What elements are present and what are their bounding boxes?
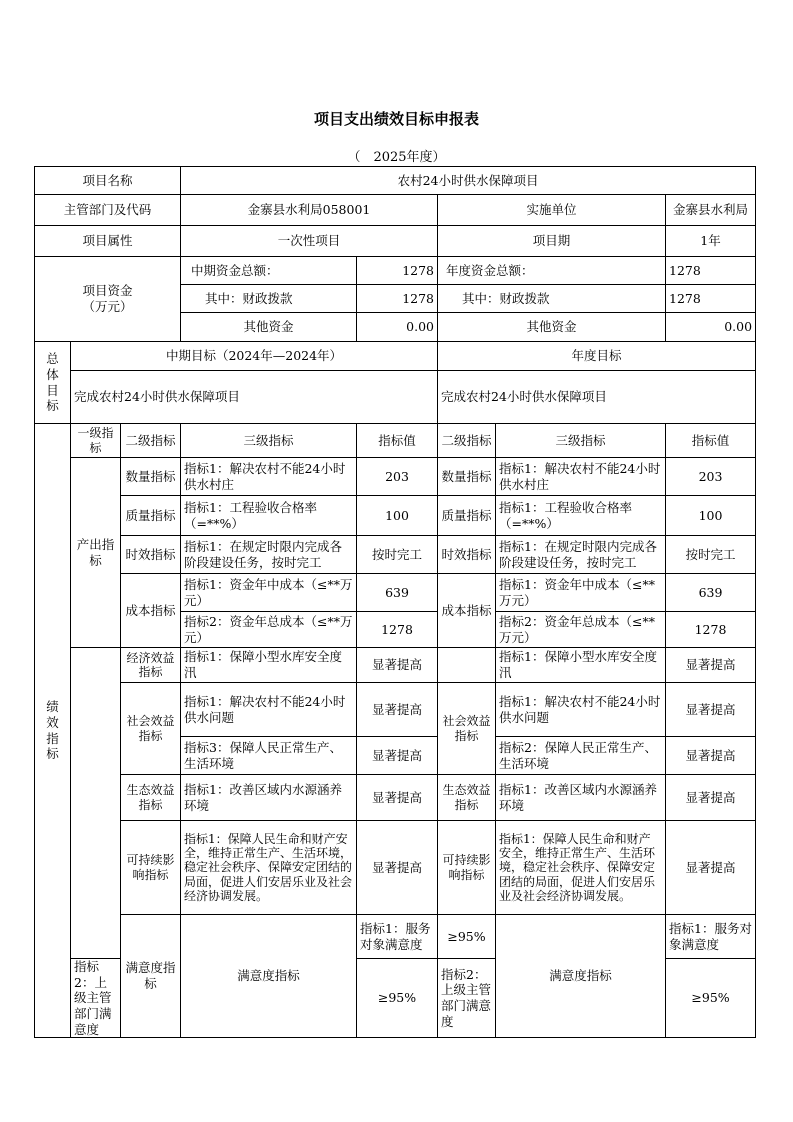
annual-ecological-indicator: 指标1：改善区域内水源涵养环境 xyxy=(496,775,666,821)
period-label: 项目期 xyxy=(438,226,666,257)
annual-social-indicator-1: 指标1：解决农村不能24小时供水问题 xyxy=(496,683,666,737)
value-header: 指标值 xyxy=(357,424,438,458)
performance-target-table xyxy=(34,166,756,1038)
annual-level3-header: 三级指标 xyxy=(496,424,666,458)
sustainable-category: 可持续影响指标 xyxy=(121,821,181,915)
cost-indicator-2: 指标2：资金年总成本（≤**万元） xyxy=(181,612,357,648)
annual-social-value-2: 显著提高 xyxy=(666,737,756,775)
level2-header: 二级指标 xyxy=(121,424,181,458)
project-name-label: 项目名称 xyxy=(35,167,181,195)
quality-value: 100 xyxy=(357,496,438,536)
annual-cost-value-1: 639 xyxy=(666,574,756,612)
annual-satisfaction-indicator-1: 指标1：服务对象满意度 xyxy=(666,915,756,959)
annual-quantity-value: 203 xyxy=(666,458,756,496)
annual-sustainable-value: 显著提高 xyxy=(666,821,756,915)
social-value-2: 显著提高 xyxy=(357,737,438,775)
cost-indicator-1: 指标1：资金年中成本（≤**万元） xyxy=(181,574,357,612)
economic-category: 经济效益指标 xyxy=(121,648,181,683)
annual-level2-header: 二级指标 xyxy=(438,424,496,458)
fund-label-line1: 项目资金 xyxy=(82,283,133,299)
satisfaction-category: 满意度指标 xyxy=(181,915,357,1038)
annual-total-value: 1278 xyxy=(666,257,756,285)
social-category: 社会效益指标 xyxy=(121,683,181,775)
page-title: 项目支出绩效目标申报表 xyxy=(313,110,479,128)
economic-value: 显著提高 xyxy=(357,648,438,683)
annual-timeliness-value: 按时完工 xyxy=(666,536,756,574)
quantity-value: 203 xyxy=(357,458,438,496)
annual-cost-indicator-1: 指标1：资金年中成本（≤**万元） xyxy=(496,574,666,612)
annual-cost-indicator-2: 指标2：资金年总成本（≤**万元） xyxy=(496,612,666,648)
annual-timeliness-indicator: 指标1：在规定时限内完成各阶段建设任务，按时完工 xyxy=(496,536,666,574)
annual-other-value: 0.00 xyxy=(666,313,756,342)
annual-cost-category: 成本指标 xyxy=(438,574,496,648)
sustainable-value: 显著提高 xyxy=(357,821,438,915)
annual-satisfaction-value-2: ≥95% xyxy=(666,959,756,1038)
satisfaction-value-2: ≥95% xyxy=(357,959,438,1038)
annual-economic-indicator: 指标1：保障小型水库安全度汛 xyxy=(496,648,666,683)
dept-value: 金寨县水利局058001 xyxy=(181,195,438,226)
performance-indicator-label: 绩效指标 xyxy=(35,424,71,1038)
output-indicator-label: 产出指标 xyxy=(71,458,121,648)
social-value-1: 显著提高 xyxy=(357,683,438,737)
annual-sustainable-indicator: 指标1：保障人民生命和财产安全，维持正常生产、生活环境，稳定社会秩序、保障安定团结的局面，促进人们安居乐业及社会经济协调发展。 xyxy=(496,821,666,915)
level1-header: 一级指标 xyxy=(71,424,121,458)
annual-goal-text: 完成农村24小时供水保障项目 xyxy=(438,371,756,424)
period-value: 1年 xyxy=(666,226,756,257)
annual-quality-value: 100 xyxy=(666,496,756,536)
annual-satisfaction-indicator-2: 指标2：上级主管部门满意度 xyxy=(438,959,496,1038)
annual-quality-category: 质量指标 xyxy=(438,496,496,536)
level3-header: 三级指标 xyxy=(181,424,357,458)
overall-goal-label: 总体目标 xyxy=(35,342,71,424)
annual-sustainable-category: 可持续影响指标 xyxy=(438,821,496,915)
timeliness-category: 时效指标 xyxy=(121,536,181,574)
annual-quantity-category: 数量指标 xyxy=(438,458,496,496)
mid-total-value: 1278 xyxy=(357,257,438,285)
cost-value-1: 639 xyxy=(357,574,438,612)
annual-fiscal-label: 其中：财政拨款 xyxy=(438,285,666,313)
quantity-category: 数量指标 xyxy=(121,458,181,496)
annual-social-category: 社会效益指标 xyxy=(438,683,496,775)
annual-quality-indicator: 指标1：工程验收合格率（=**%） xyxy=(496,496,666,536)
annual-cost-value-2: 1278 xyxy=(666,612,756,648)
annual-social-indicator-2: 指标2：保障人民正常生产、生活环境 xyxy=(496,737,666,775)
fund-label-line2: （万元） xyxy=(82,299,133,314)
mid-fiscal-label: 其中：财政拨款 xyxy=(181,285,357,313)
annual-value-header: 指标值 xyxy=(666,424,756,458)
cost-category: 成本指标 xyxy=(121,574,181,648)
annual-fiscal-value: 1278 xyxy=(666,285,756,313)
ecological-indicator: 指标1：改善区域内水源涵养环境 xyxy=(181,775,357,821)
mid-goal-header: 中期目标（2024年—2024年） xyxy=(71,342,438,371)
satisfaction-value-1: ≥95% xyxy=(438,915,496,959)
ecological-category: 生态效益指标 xyxy=(121,775,181,821)
economic-indicator: 指标1：保障小型水库安全度汛 xyxy=(181,648,357,683)
project-name-value: 农村24小时供水保障项目 xyxy=(181,167,756,195)
social-indicator-1: 指标1：解决农村不能24小时供水问题 xyxy=(181,683,357,737)
year-label: （ 2025年度） xyxy=(347,150,446,165)
timeliness-value: 按时完工 xyxy=(357,536,438,574)
annual-ecological-value: 显著提高 xyxy=(666,775,756,821)
satisfaction-indicator-label: 满意度指标 xyxy=(121,915,181,1038)
annual-other-label: 其他资金 xyxy=(438,313,666,342)
mid-goal-text: 完成农村24小时供水保障项目 xyxy=(71,371,438,424)
quality-indicator: 指标1：工程验收合格率（=**%） xyxy=(181,496,357,536)
mid-other-value: 0.00 xyxy=(357,313,438,342)
quality-category: 质量指标 xyxy=(121,496,181,536)
attr-label: 项目属性 xyxy=(35,226,181,257)
cost-value-2: 1278 xyxy=(357,612,438,648)
annual-timeliness-category: 时效指标 xyxy=(438,536,496,574)
annual-economic-value: 显著提高 xyxy=(666,648,756,683)
annual-satisfaction-category: 满意度指标 xyxy=(496,915,666,1038)
dept-label: 主管部门及代码 xyxy=(35,195,181,226)
annual-economic-category xyxy=(438,648,496,683)
annual-goal-header: 年度目标 xyxy=(438,342,756,371)
ecological-value: 显著提高 xyxy=(357,775,438,821)
timeliness-indicator: 指标1：在规定时限内完成各阶段建设任务，按时完工 xyxy=(181,536,357,574)
impl-value: 金寨县水利局 xyxy=(666,195,756,226)
mid-other-label: 其他资金 xyxy=(181,313,357,342)
attr-value: 一次性项目 xyxy=(181,226,438,257)
fund-label xyxy=(35,257,181,342)
mid-total-label: 中期资金总额： xyxy=(181,257,357,285)
annual-total-label: 年度资金总额： xyxy=(438,257,666,285)
impl-label: 实施单位 xyxy=(438,195,666,226)
quantity-indicator: 指标1：解决农村不能24小时供水村庄 xyxy=(181,458,357,496)
annual-ecological-category: 生态效益指标 xyxy=(438,775,496,821)
satisfaction-indicator-2: 指标2：上级主管部门满意度 xyxy=(71,959,121,1038)
annual-quantity-indicator: 指标1：解决农村不能24小时供水村庄 xyxy=(496,458,666,496)
social-indicator-2: 指标3：保障人民正常生产、生活环境 xyxy=(181,737,357,775)
mid-fiscal-value: 1278 xyxy=(357,285,438,313)
sustainable-indicator: 指标1：保障人民生命和财产安全，维持正常生产、生活环境，稳定社会秩序、保障安定团结的局面，促进人们安居乐业及社会经济协调发展。 xyxy=(181,821,357,915)
benefit-indicator-label xyxy=(71,648,121,959)
annual-social-value-1: 显著提高 xyxy=(666,683,756,737)
satisfaction-indicator-1: 指标1：服务对象满意度 xyxy=(357,915,438,959)
